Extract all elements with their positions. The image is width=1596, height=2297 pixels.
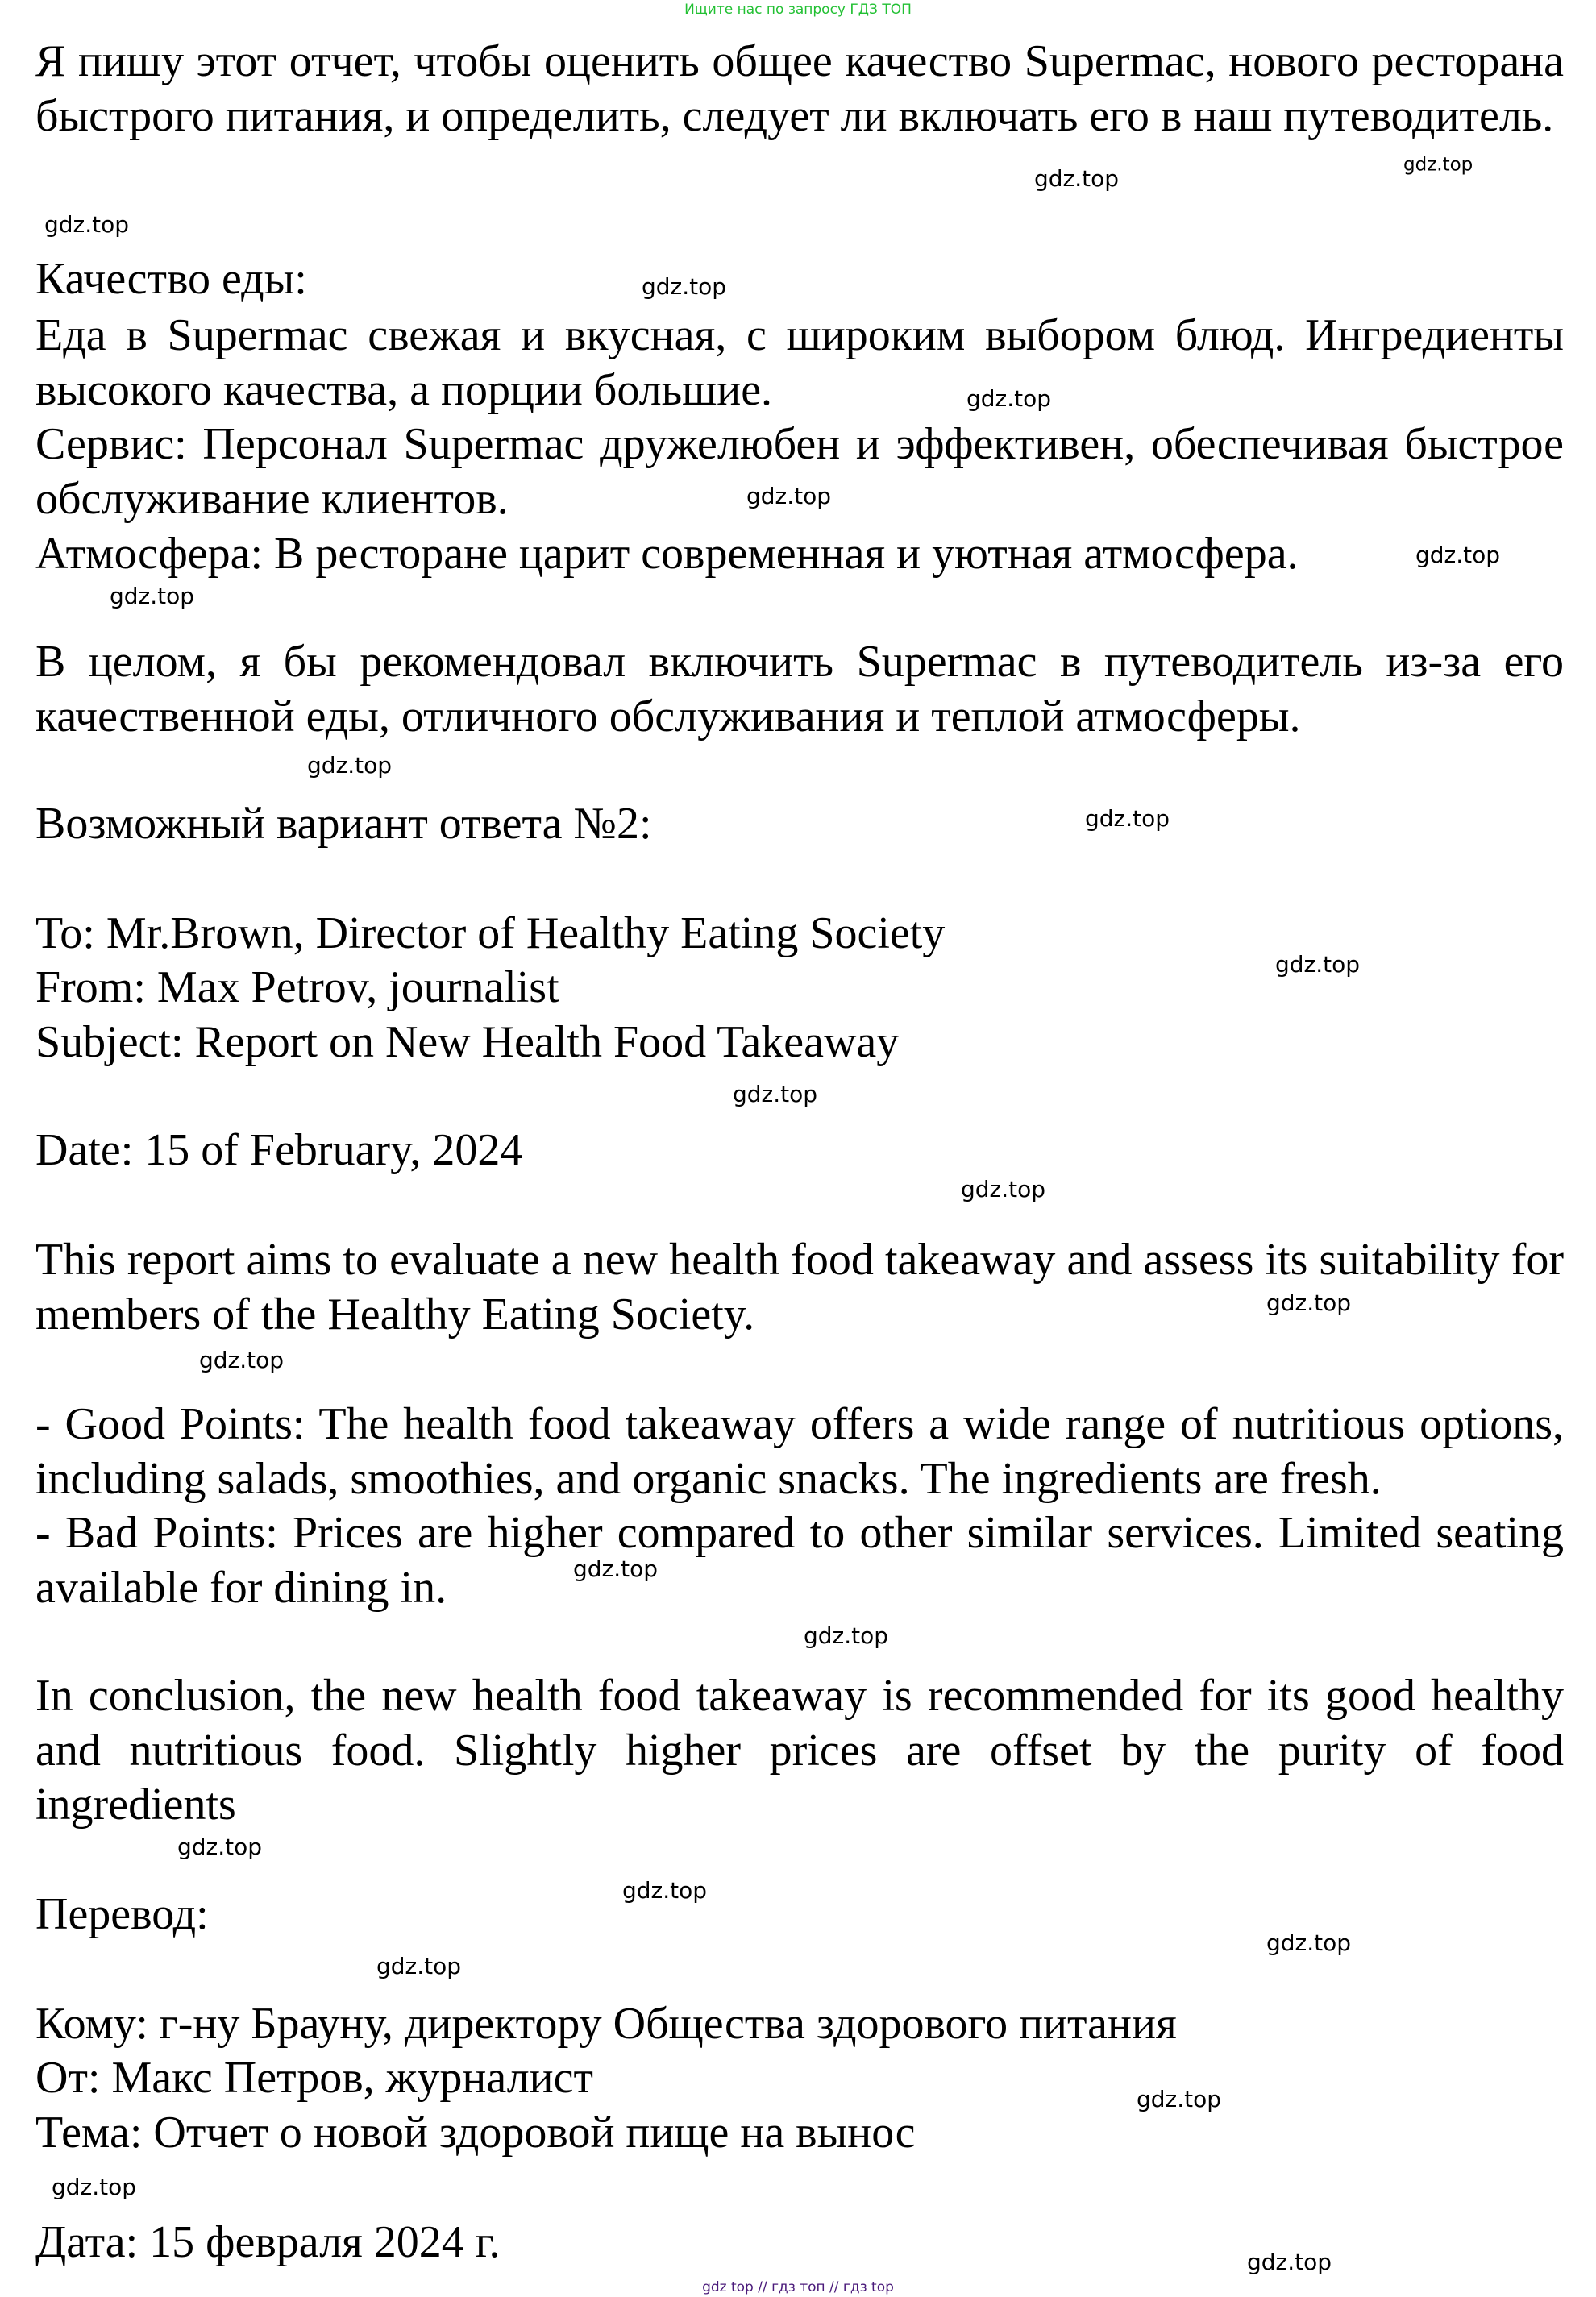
- date-line-ru: Дата: 15 февраля 2024 г.: [35, 2217, 501, 2267]
- bad-points-paragraph: - Bad Points: Prices are higher compared to other similar services. Limited seating available for dining in.: [35, 1508, 1564, 1613]
- summary-paragraph: В целом, я бы рекомендовал включить Supermac в путеводитель из-за его качественной еды, отличного обслуживания и теплой атмосферы.: [35, 637, 1564, 741]
- watermark: gdz.top: [1085, 805, 1170, 832]
- watermark: gdz.top: [573, 1556, 659, 1582]
- footer-banner: gdz top // гдз топ // гдз top: [702, 2279, 894, 2295]
- translation-heading: Перевод:: [35, 1889, 209, 1939]
- watermark: gdz.top: [642, 273, 727, 300]
- watermark: gdz.top: [1403, 154, 1473, 176]
- watermark: gdz.top: [376, 1953, 462, 1979]
- conclusion-paragraph: In conclusion, the new health food takeaway is recommended for its good healthy and nutritious food. Slightly higher prices are offset by the purity of food ingredients: [35, 1671, 1564, 1830]
- watermark: gdz.top: [52, 2174, 137, 2200]
- watermark: gdz.top: [961, 1176, 1046, 1202]
- subject-line-ru: Тема: Отчет о новой здоровой пище на вынос: [35, 2108, 916, 2158]
- to-line: To: Mr.Brown, Director of Healthy Eating Society: [35, 908, 946, 958]
- from-line-ru: От: Макс Петров, журналист: [35, 2053, 593, 2103]
- watermark: gdz.top: [307, 752, 393, 779]
- watermark: gdz.top: [199, 1347, 285, 1373]
- watermark: gdz.top: [177, 1834, 263, 1860]
- service-paragraph: Сервис: Персонал Supermac дружелюбен и эффективен, обеспечивая быстрое обслуживание клиентов.: [35, 419, 1564, 524]
- intro-paragraph: Я пишу этот отчет, чтобы оценить общее качество Supermac, нового ресторана быстрого питания, и определить, следует ли включать его в наш путеводитель.: [35, 36, 1564, 141]
- atmosphere-paragraph: Атмосфера: В ресторане царит современная и уютная атмосфера.: [35, 529, 1299, 579]
- watermark: gdz.top: [1275, 951, 1361, 978]
- food-paragraph: Еда в Supermac свежая и вкусная, с широким выбором блюд. Ингредиенты высокого качества, а порции большие.: [35, 310, 1564, 415]
- watermark: gdz.top: [1415, 542, 1501, 568]
- watermark: gdz.top: [1266, 1290, 1352, 1316]
- to-line-ru: Кому: г-ну Брауну, директору Общества здорового питания: [35, 1999, 1177, 2049]
- variant-heading: Возможный вариант ответа №2:: [35, 799, 652, 849]
- from-line: From: Max Petrov, journalist: [35, 962, 559, 1012]
- watermark: gdz.top: [110, 583, 195, 609]
- watermark: gdz.top: [966, 385, 1052, 412]
- header-banner: Ищите нас по запросу ГДЗ ТОП: [684, 2, 912, 18]
- watermark: gdz.top: [622, 1877, 708, 1904]
- watermark: gdz.top: [1247, 2249, 1332, 2275]
- watermark: gdz.top: [804, 1622, 889, 1649]
- watermark: gdz.top: [44, 211, 130, 238]
- watermark: gdz.top: [1137, 2086, 1222, 2112]
- watermark: gdz.top: [746, 483, 832, 509]
- food-quality-heading: Качество еды:: [35, 254, 307, 304]
- subject-line: Subject: Report on New Health Food Takeaway: [35, 1017, 900, 1067]
- watermark: gdz.top: [1034, 165, 1120, 192]
- date-line: Date: 15 of February, 2024: [35, 1125, 523, 1175]
- good-points-paragraph: - Good Points: The health food takeaway offers a wide range of nutritious options, including salads, smoothies, and organic snacks. The ingredients are fresh.: [35, 1399, 1564, 1504]
- watermark: gdz.top: [1266, 1929, 1352, 1956]
- report-aim-paragraph: This report aims to evaluate a new health food takeaway and assess its suitability for members of the Healthy Eating Society.: [35, 1235, 1564, 1340]
- watermark: gdz.top: [733, 1081, 818, 1107]
